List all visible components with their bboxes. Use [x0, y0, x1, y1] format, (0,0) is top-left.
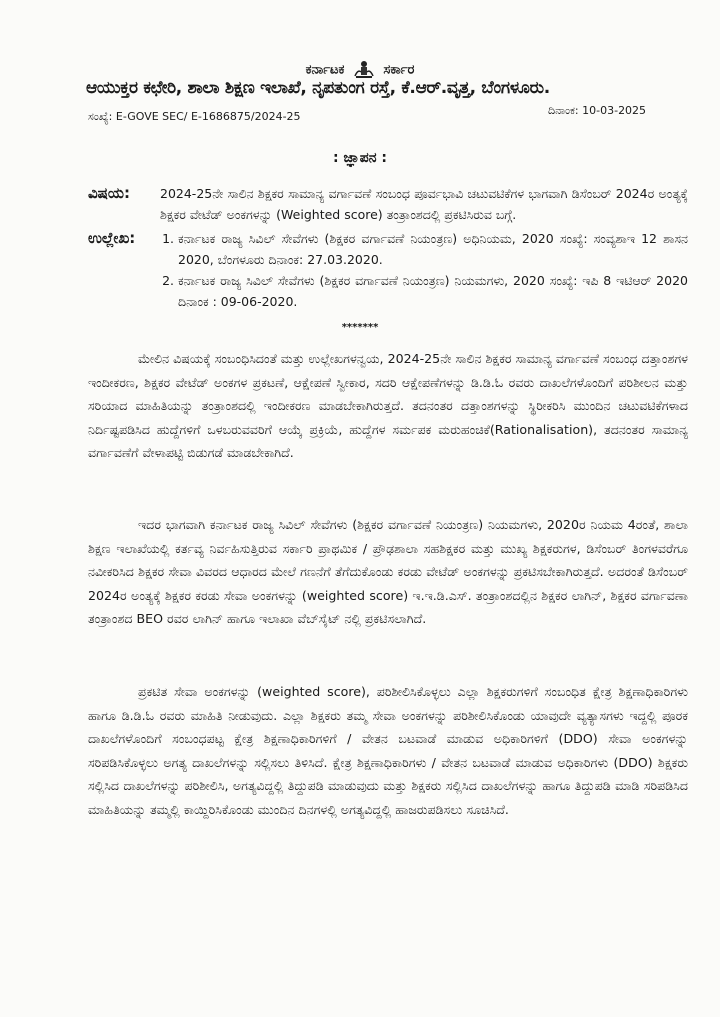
state-emblem-icon [352, 60, 376, 80]
body-paragraph: ಮೇಲಿನ ವಿಷಯಕ್ಕೆ ಸಂಬಂಧಿಸಿದಂತೆ ಮತ್ತು ಉಲ್ಲೇಖಗಳನ್ವಯ, 2024-25ನೇ ಸಾಲಿನ ಶಿಕ್ಷಕರ ಸಾಮಾನ್ಯ ವರ್ಗಾವಣೆ ಸಂಬಂಧ ದತ್ತಾಂಶಗಳ ಇಂದೀಕರಣ, ಶಿಕ್ಷಕರ ವೇಟೆಡ್ ಅಂಕಗಳ ಪ್ರಕಟಣೆ, ಆಕ್ಷೇಪಣೆ ಸ್ವೀಕಾರ, ಸದರಿ ಆಕ್ಷೇಪಣೆಗಳನ್ನು ಡಿ.ಡಿ.ಓ ರವರು ದಾಖಲೆಗಳೊಂದಿಗೆ ಪರಿಶೀಲನ ಮತ್ತು ಸರಿಯಾದ ಮಾಹಿತಿಯನ್ನು ತಂತ್ರಾಂಶದಲ್ಲಿ ಇಂದೀಕರಣ ಮಾಡಬೇಕಾಗಿರುತ್ತದೆ. ತದನಂತರ ದತ್ತಾಂಶಗಳನ್ನು ಸ್ಥಿರೀಕರಿಸಿ ಮುಂದಿನ ಚಟುವಟಿಕೆಗಳಾದ ನಿರ್ದಿಷ್ಟಪಡಿಸಿದ ಹುದ್ದೆಗಳಿಗೆ ಒಳಬರುವವರಿಗೆ ಆಯ್ಕೆ ಪ್ರಕ್ರಿಯೆ, ಹುದ್ದೆಗಳ ಸರ್ಮಪಕ ಮರುಹಂಚಿಕೆ(Rationalisation), ತದನಂತರ ಸಾಮಾನ್ಯ ವರ್ಗಾವಣೆಗೆ ವೇಳಾಪಟ್ಟಿ ಬಿಡುಗಡೆ ಮಾಡಬೇಕಾಗಿದೆ. [88, 351, 688, 460]
reference-number: ಸಂಖ್ಯೆ: E-GOVE SEC/ E-1686875/2024-25 [88, 110, 301, 123]
subject-text: 2024-25ನೇ ಸಾಲಿನ ಶಿಕ್ಷಕರ ಸಾಮಾನ್ಯ ವರ್ಗಾವಣೆ ಸಂಬಂಧ ಪೂರ್ವಭಾವಿ ಚಟುವಟಿಕೆಗಳ ಭಾಗವಾಗಿ ಡಿಸೆಂಬರ್ 2024ರ ಅಂತ್ಯಕ್ಕೆ ಶಿಕ್ಷಕರ ವೇಟೆಡ್ ಅಂಕಗಳನ್ನು (Weighted score) ತಂತ್ರಾಂಶದಲ್ಲಿ ಪ್ರಕಟಿಸಿರುವ ಬಗ್ಗೆ. [160, 186, 688, 222]
government-heading [0, 60, 720, 80]
reference-item: 2. ಕರ್ನಾಟಕ ರಾಜ್ಯ ಸಿವಿಲ್ ಸೇವೆಗಳು (ಶಿಕ್ಷಕರ ವರ್ಗಾವಣೆ ನಿಯಂತ್ರಣ) ನಿಯಮಗಳು, 2020 ಸಂಖ್ಯೆ: ಇಪಿ 8 ಇಟಿಆರ್ 2020 ದಿನಾಂಕ : 09-06-2020. [178, 270, 688, 312]
government-left: ಕರ್ನಾಟಕ [305, 62, 345, 78]
separator: ******* [341, 322, 379, 333]
subject-label: ವಿಷಯ: [88, 184, 130, 202]
references-section [88, 228, 688, 312]
government-right: ಸರ್ಕಾರ [383, 62, 415, 78]
body-paragraph: ಪ್ರಕಟಿತ ಸೇವಾ ಅಂಕಗಳನ್ನು (weighted score), ಪರಿಶೀಲಿಸಿಕೊಳ್ಳಲು ಎಲ್ಲಾ ಶಿಕ್ಷಕರುಗಳಿಗೆ ಸಂಬಂಧಿತ ಕ್ಷೇತ್ರ ಶಿಕ್ಷಣಾಧಿಕಾರಿಗಳು ಹಾಗೂ ಡಿ.ಡಿ.ಓ ರವರು ಮಾಹಿತಿ ನೀಡುವುದು. ಎಲ್ಲಾ ಶಿಕ್ಷಕರು ತಮ್ಮ ಸೇವಾ ಅಂಕಗಳನ್ನು ಪರಿಶೀಲಿಸಿಕೊಂಡು ಯಾವುದೇ ವ್ಯತ್ಯಾಸಗಳು ಇದ್ದಲ್ಲಿ ಪೂರಕ ದಾಖಲೆಗಳೊಂದಿಗೆ ಸಂಬಂಧಪಟ್ಟ ಕ್ಷೇತ್ರ ಶಿಕ್ಷಣಾಧಿಕಾರಿಗಳಿಗೆ / ವೇತನ ಬಟವಾಡೆ ಮಾಡುವ ಅಧಿಕಾರಿಗಳಿಗೆ (DDO) ಸೇವಾ ಅಂಕಗಳನ್ನು ಸರಿಪಡಿಸಿಕೊಳ್ಳಲು ಅಗತ್ಯ ದಾಖಲೆಗಳನ್ನು ಸಲ್ಲಿಸಲು ತಿಳಿಸಿದೆ. ಕ್ಷೇತ್ರ ಶಿಕ್ಷಣಾಧಿಕಾರಿಗಳು / ವೇತನ ಬಟವಾಡೆ ಮಾಡುವ ಅಧಿಕಾರಿಗಳು (DDO) ಶಿಕ್ಷಕರು ಸಲ್ಲಿಸಿದ ದಾಖಲೆಗಳನ್ನು ಪರಿಶೀಲಿಸಿ, ಅಗತ್ಯವಿದ್ದಲ್ಲಿ ತಿದ್ದುಪಡಿ ಮಾಡುವುದು ಮತ್ತು ಶಿಕ್ಷಕರು ಸಲ್ಲಿಸಿದ ದಾಖಲೆಗಳನ್ನು ಹಾಗೂ ತಿದ್ದುಪಡಿ ಮಾಡಿ ಸರಿಪಡಿಸಿದ ಮಾಹಿತಿಯನ್ನು ತಮ್ಮಲ್ಲಿ ಕಾಯ್ದಿರಿಸಿಕೊಂಡು ಮುಂದಿನ ದಿನಗಳಲ್ಲಿ ಅಗತ್ಯವಿದ್ದಲ್ಲಿ ಹಾಜರುಪಡಿಸಲು ಸೂಚಿಸಿದೆ. [88, 684, 688, 817]
memo-title: : ಜ್ಞಾಪನ : [333, 150, 387, 166]
references-list [160, 228, 688, 312]
memo-date: ದಿನಾಂಕ: 10-03-2025 [548, 104, 647, 117]
office-address: ಆಯುಕ್ತರ ಕಛೇರಿ, ಶಾಲಾ ಶಿಕ್ಷಣ ಇಲಾಖೆ, ನೃಪತುಂಗ ರಸ್ತೆ, ಕೆ.ಆರ್.ವೃತ್ತ, ಬೆಂಗಳೂರು. [86, 78, 550, 98]
reference-item: 1. ಕರ್ನಾಟಕ ರಾಜ್ಯ ಸಿವಿಲ್ ಸೇವೆಗಳು (ಶಿಕ್ಷಕರ ವರ್ಗಾವಣೆ ನಿಯಂತ್ರಣ) ಅಧಿನಿಯಮ, 2020 ಸಂಖ್ಯೆ: ಸಂವ್ಯಶಾಇ 12 ಶಾಸನ 2020, ಬೆಂಗಳೂರು ದಿನಾಂಕ: 27.03.2020. [178, 228, 688, 270]
subject-section [88, 183, 688, 225]
references-label: ಉಲ್ಲೇಖ: [88, 229, 136, 247]
body-paragraph: ಇದರ ಭಾಗವಾಗಿ ಕರ್ನಾಟಕ ರಾಜ್ಯ ಸಿವಿಲ್ ಸೇವೆಗಳು (ಶಿಕ್ಷಕರ ವರ್ಗಾವಣೆ ನಿಯಂತ್ರಣ) ನಿಯಮಗಳು, 2020ರ ನಿಯಮ 4ರಂತೆ, ಶಾಲಾ ಶಿಕ್ಷಣ ಇಲಾಖೆಯಲ್ಲಿ ಕರ್ತವ್ಯ ನಿರ್ವಹಿಸುತ್ತಿರುವ ಸರ್ಕಾರಿ ಪ್ರಾಥಮಿಕ / ಪ್ರೌಢಶಾಲಾ ಸಹಶಿಕ್ಷಕರ ಮತ್ತು ಮುಖ್ಯ ಶಿಕ್ಷಕರುಗಳ, ಡಿಸೆಂಬರ್ ತಿಂಗಳವರೆಗೂ ನವೀಕರಿಸಿದ ಶಿಕ್ಷಕರ ಸೇವಾ ವಿವರದ ಆಧಾರದ ಮೇಲೆ ಗಣನೆಗೆ ತೆಗೆದುಕೊಂಡು ಕರಡು ವೇಟೆಡ್ ಅಂಕಗಳನ್ನು ಪ್ರಕಟಿಸಬೇಕಾಗಿರುತ್ತದೆ. ಅದರಂತೆ ಡಿಸೆಂಬರ್ 2024ರ ಅಂತ್ಯಕ್ಕೆ ಶಿಕ್ಷಕರ ಕರಡು ಸೇವಾ ಅಂಕಗಳನ್ನು (weighted score) ಇ.ಇ.ಡಿ.ಎಸ್. ತಂತ್ರಾಂಶದಲ್ಲಿನ ಶಿಕ್ಷಕರ ಲಾಗಿನ್, ಶಿಕ್ಷಕರ ವರ್ಗಾವಣಾ ತಂತ್ರಾಂಶದ BEO ರವರ ಲಾಗಿನ್ ಹಾಗೂ ಇಲಾಖಾ ವೆಬ್‌ಸೈಟ್ ನಲ್ಲಿ ಪ್ರಕಟಿಸಲಾಗಿದೆ. [88, 517, 688, 626]
